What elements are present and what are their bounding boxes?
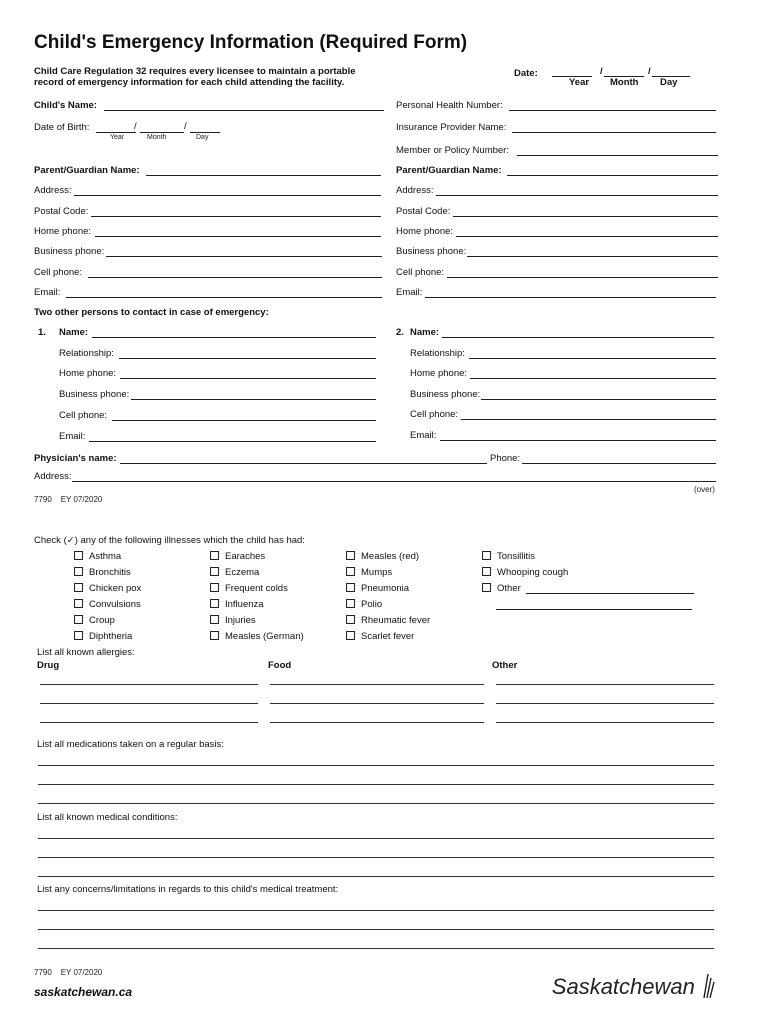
illness-item[interactable]: Frequent colds: [210, 583, 304, 599]
physician-name-field[interactable]: [120, 463, 487, 464]
guardian1-postal-label: Postal Code:: [34, 206, 89, 217]
allergies-label: List all known allergies:: [37, 647, 135, 658]
wheat-icon: [701, 972, 715, 998]
brand-wordmark: Saskatchewan: [551, 974, 695, 999]
date-sep-2: /: [648, 66, 651, 77]
guardian2-name-label: Parent/Guardian Name:: [396, 165, 502, 176]
illness-col-4: [482, 551, 568, 599]
checkbox[interactable]: [210, 551, 219, 560]
child-name-field[interactable]: [104, 110, 384, 111]
guardian2-address-label: Address:: [396, 185, 434, 196]
illness-item[interactable]: Scarlet fever: [346, 631, 430, 647]
policy-label: Member or Policy Number:: [396, 145, 509, 156]
checkbox[interactable]: [346, 631, 355, 640]
allergy-food-field-3[interactable]: [270, 722, 484, 723]
medications-field-1[interactable]: [38, 765, 714, 766]
contact2-email-label: Email:: [410, 430, 437, 441]
checkbox[interactable]: [210, 599, 219, 608]
dob-year-field[interactable]: [96, 132, 136, 133]
allergy-food-heading: Food: [268, 660, 292, 671]
contact2-cell-label: Cell phone:: [410, 409, 459, 420]
guardian2-business-label: Business phone:: [396, 246, 467, 257]
guardian1-cell-label: Cell phone:: [34, 267, 83, 278]
site-link[interactable]: saskatchewan.ca: [34, 985, 133, 999]
physician-phone-field[interactable]: [522, 463, 716, 464]
contact1-home-label: Home phone:: [59, 368, 117, 379]
contact1-number: 1.: [38, 327, 46, 338]
allergy-drug-heading: Drug: [37, 660, 60, 671]
conditions-label: List all known medical conditions:: [37, 812, 178, 823]
checkbox[interactable]: [74, 631, 83, 640]
contact2-email-field[interactable]: [440, 440, 716, 441]
form-code-bottom: 7790 EY 07/2020: [34, 968, 103, 977]
checkbox[interactable]: [346, 599, 355, 608]
contact1-cell-label: Cell phone:: [59, 410, 108, 421]
medications-label: List all medications taken on a regular basis:: [37, 739, 224, 750]
checkbox[interactable]: [210, 615, 219, 624]
checkbox[interactable]: [346, 567, 355, 576]
checkbox[interactable]: [210, 583, 219, 592]
check-icon: ✓: [66, 535, 75, 546]
allergy-other-heading: Other: [492, 660, 518, 671]
guardian1-cell-field[interactable]: [88, 277, 382, 278]
allergy-other-field-2[interactable]: [496, 703, 714, 704]
form-code-top: 7790 EY 07/2020: [34, 495, 103, 504]
physician-address-field[interactable]: [72, 481, 716, 482]
conditions-field-3[interactable]: [38, 876, 714, 877]
dob-year-caption: Year: [110, 134, 125, 141]
checkbox[interactable]: [74, 583, 83, 592]
dob-month-field[interactable]: [140, 132, 184, 133]
checkbox[interactable]: [482, 567, 491, 576]
contact1-relationship-label: Relationship:: [59, 348, 114, 359]
child-name-label: Child's Name:: [34, 100, 97, 111]
illness-item[interactable]: Injuries: [210, 615, 304, 631]
allergy-drug-field-1[interactable]: [40, 684, 258, 685]
guardian2-cell-field[interactable]: [447, 277, 718, 278]
guardian2-cell-label: Cell phone:: [396, 267, 445, 278]
contact2-business-field[interactable]: [481, 399, 716, 400]
illness-item[interactable]: Whooping cough: [482, 567, 568, 583]
illness-item[interactable]: Earaches: [210, 551, 304, 567]
checkbox[interactable]: [210, 631, 219, 640]
phn-field[interactable]: [509, 110, 716, 111]
contact2-number: 2.: [396, 327, 404, 338]
checkbox[interactable]: [346, 551, 355, 560]
guardian1-postal-field[interactable]: [91, 216, 381, 217]
allergy-drug-field-2[interactable]: [40, 703, 258, 704]
conditions-field-2[interactable]: [38, 857, 714, 858]
illness-item[interactable]: Chicken pox: [74, 583, 141, 599]
checkbox[interactable]: [74, 615, 83, 624]
checkbox[interactable]: [482, 551, 491, 560]
guardian1-business-field[interactable]: [106, 256, 382, 257]
insurance-label: Insurance Provider Name:: [396, 122, 507, 133]
physician-address-label: Address:: [34, 471, 72, 482]
date-month-caption: Month: [610, 77, 639, 88]
insurance-field[interactable]: [512, 132, 716, 133]
contact2-home-field[interactable]: [470, 378, 716, 379]
illness-item[interactable]: Convulsions: [74, 599, 141, 615]
illness-col-1: [74, 551, 141, 647]
date-year-caption: Year: [569, 77, 590, 88]
dob-day-caption: Day: [196, 134, 209, 141]
contact1-name-label: Name:: [59, 327, 89, 338]
checkbox[interactable]: [210, 567, 219, 576]
guardian1-business-label: Business phone:: [34, 246, 105, 257]
dob-label: Date of Birth:: [34, 122, 90, 133]
date-sep-1: /: [600, 66, 603, 77]
contact2-name-field[interactable]: [442, 337, 714, 338]
phn-label: Personal Health Number:: [396, 100, 503, 111]
checkbox[interactable]: [74, 551, 83, 560]
contact1-name-field[interactable]: [92, 337, 376, 338]
concerns-field-3[interactable]: [38, 948, 714, 949]
illness-item[interactable]: Croup: [74, 615, 141, 631]
guardian2-postal-label: Postal Code:: [396, 206, 451, 217]
contact2-cell-field[interactable]: [461, 419, 716, 420]
allergy-drug-field-3[interactable]: [40, 722, 258, 723]
guardian1-email-field[interactable]: [66, 297, 382, 298]
illness-item[interactable]: Pneumonia: [346, 583, 430, 599]
allergy-food-field-2[interactable]: [270, 703, 484, 704]
contact2-relationship-label: Relationship:: [410, 348, 465, 359]
conditions-field-1[interactable]: [38, 838, 714, 839]
illness-intro: Check (✓) any of the following illnesses which the child has had:: [34, 535, 305, 546]
other-illness-field-1[interactable]: [526, 593, 694, 594]
guardian1-name-field[interactable]: [146, 175, 381, 176]
physician-name-label: Physician's name:: [34, 453, 117, 464]
date-label: Date:: [514, 68, 538, 79]
contact1-relationship-field[interactable]: [119, 358, 376, 359]
contact1-business-label: Business phone:: [59, 389, 130, 400]
contact1-email-field[interactable]: [89, 441, 376, 442]
dob-day-field[interactable]: [190, 132, 220, 133]
checkbox[interactable]: [482, 583, 491, 592]
contact2-home-label: Home phone:: [410, 368, 468, 379]
concerns-field-1[interactable]: [38, 910, 714, 911]
contact2-relationship-field[interactable]: [469, 358, 716, 359]
contact1-business-field[interactable]: [131, 399, 376, 400]
contacts-heading: Two other persons to contact in case of emergency:: [34, 307, 269, 318]
illness-item[interactable]: Measles (red): [346, 551, 430, 567]
guardian1-home-label: Home phone:: [34, 226, 92, 237]
guardian2-email-label: Email:: [396, 287, 423, 298]
contact1-email-label: Email:: [59, 431, 86, 442]
checkbox[interactable]: [74, 599, 83, 608]
illness-item[interactable]: Measles (German): [210, 631, 304, 647]
guardian1-email-label: Email:: [34, 287, 61, 298]
illness-col-3: [346, 551, 430, 647]
guardian2-email-field[interactable]: [425, 297, 716, 298]
guardian2-home-field[interactable]: [456, 236, 718, 237]
contact1-cell-field[interactable]: [112, 420, 376, 421]
policy-field[interactable]: [517, 155, 718, 156]
page-title: Child's Emergency Information (Required Form): [34, 32, 468, 53]
regulation-note: Child Care Regulation 32 requires every licensee to maintain a portable record of emergency information for each child attending the facility.: [34, 66, 356, 88]
guardian2-postal-field[interactable]: [453, 216, 718, 217]
allergy-food-field-1[interactable]: [270, 684, 484, 685]
allergy-other-field-3[interactable]: [496, 722, 714, 723]
illness-item[interactable]: Tonsillitis: [482, 551, 568, 567]
illness-item[interactable]: Polio: [346, 599, 430, 615]
date-day-caption: Day: [660, 77, 678, 88]
illness-item[interactable]: Bronchitis: [74, 567, 141, 583]
illness-item[interactable]: Mumps: [346, 567, 430, 583]
guardian1-address-label: Address:: [34, 185, 72, 196]
contact1-home-field[interactable]: [120, 378, 376, 379]
contact2-business-label: Business phone:: [410, 389, 481, 400]
guardian1-home-field[interactable]: [95, 236, 381, 237]
guardian2-business-field[interactable]: [467, 256, 718, 257]
concerns-label: List any concerns/limitations in regards to this child's medical treatment:: [37, 884, 339, 895]
contact2-name-label: Name:: [410, 327, 440, 338]
illness-item[interactable]: Other: [482, 583, 568, 599]
saskatchewan-logo: [552, 972, 715, 1000]
guardian2-name-field[interactable]: [507, 175, 718, 176]
checkbox[interactable]: [346, 583, 355, 592]
illness-item[interactable]: Rheumatic fever: [346, 615, 430, 631]
illness-item[interactable]: Diphtheria: [74, 631, 141, 647]
physician-phone-label: Phone:: [490, 453, 521, 464]
illness-col-2: [210, 551, 304, 647]
guardian1-name-label: Parent/Guardian Name:: [34, 165, 140, 176]
allergy-other-field-1[interactable]: [496, 684, 714, 685]
illness-item[interactable]: Eczema: [210, 567, 304, 583]
checkbox[interactable]: [74, 567, 83, 576]
over-note: (over): [694, 485, 715, 494]
guardian1-address-field[interactable]: [74, 195, 381, 196]
other-illness-field-2[interactable]: [496, 609, 692, 610]
illness-item[interactable]: Asthma: [74, 551, 141, 567]
guardian2-home-label: Home phone:: [396, 226, 454, 237]
medications-field-3[interactable]: [38, 803, 714, 804]
illness-item[interactable]: Influenza: [210, 599, 304, 615]
medications-field-2[interactable]: [38, 784, 714, 785]
dob-month-caption: Month: [147, 134, 167, 141]
concerns-field-2[interactable]: [38, 929, 714, 930]
checkbox[interactable]: [346, 615, 355, 624]
guardian2-address-field[interactable]: [436, 195, 718, 196]
